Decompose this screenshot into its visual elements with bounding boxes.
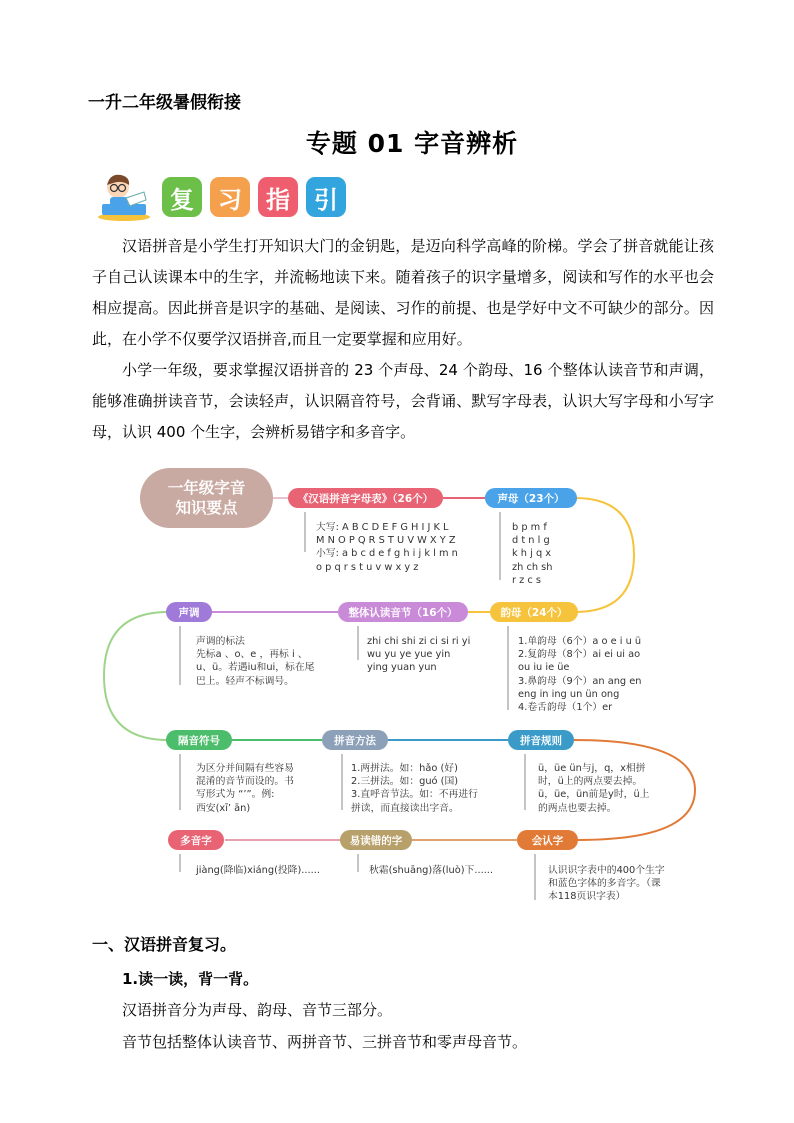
node-whole-syllables-body: zhi chi shi zi ci si ri yi wu yu ye yue yin ying yuan yun [367, 636, 471, 674]
node-learn-chars: 会认字 [517, 830, 578, 850]
intro-paragraph-1: 汉语拼音是小学生打开知识大门的金钥匙，是迈向科学高峰的阶梯。学会了拼音就能让孩子自己认读课本中的生字，并流畅地读下来。随着孩子的识字量增多，阅读和写作的水平也会相应提高。因此拼音是识字的基础、是阅读、习作的前提、也是学好中文不可缺少的部分。因此，在小学不仅要学汉语拼音,而且一定要掌握和应用好。 [92, 237, 714, 348]
section-line-1: 汉语拼音分为声母、韵母、音节三部分。 [122, 1001, 393, 1019]
review-badge-1: 复 [162, 177, 202, 217]
node-whole-syllables: 整体认读音节（16个） [338, 602, 468, 622]
node-finals: 韵母（24个） [490, 602, 578, 622]
node-separator: 隔音符号 [166, 730, 232, 750]
node-rules-body: ü，üe ün与j，q，x相拼 时，ü上的两点要去掉。 ü，üe，ün前是y时，ü上 的两点也要去掉。 [538, 763, 650, 814]
mindmap [0, 460, 794, 910]
node-polyphonic: 多音字 [168, 830, 224, 850]
node-method-body: 1.两拼法。如：hǎo (好) 2.三拼法。如：guó (国) 3.直呼音节法。如：不再进行 拼读，而直接读出字音。 [351, 763, 478, 814]
student-reading-icon [96, 170, 152, 222]
node-confusing: 易读错的字 [340, 830, 412, 850]
intro-paragraph-2: 小学一年级，要求掌握汉语拼音的 23 个声母、24 个韵母、16 个整体认读音节和声调，能够准确拼读音节，会读轻声，认识隔音符号，会背诵、默写字母表，认识大写字母和小写字母，认识 400 个生字，会辨析易错字和多音字。 [92, 361, 714, 441]
node-rules: 拼音规则 [508, 730, 574, 750]
node-confusing-body: 秋霜(shuāng)落(luò)下...... [369, 865, 494, 876]
node-separator-body: 为区分并间隔有些容易 混淆的音节而设的。书 写形式为 “’”。例: 西安(xī’ ān) [196, 763, 294, 814]
node-initials: 声母（23个） [485, 488, 577, 508]
node-learn-chars-body: 认识识字表中的400个生字 和蓝色字体的多音字。（课 本118页识字表） [548, 865, 665, 903]
section-line-2: 音节包括整体认读音节、两拼音节、三拼音节和零声母音节。 [122, 1033, 528, 1051]
review-badge-4: 引 [306, 177, 346, 217]
node-alphabet-body: 大写: A B C D E F G H I J K L M N O P Q R S T U V W X Y Z 小写: a b c d e f g h i j k l m n o p q r s t u v w x y z [316, 522, 458, 573]
node-initials-body: b p m f d t n l g k h j q x zh ch sh r z c s [512, 522, 553, 586]
review-badge-2: 习 [210, 177, 250, 217]
page-title: 专题 01 字音辨析 [305, 129, 519, 158]
section-heading: 一、汉语拼音复习。 [92, 935, 237, 954]
node-tone-body: 声调的标法 先标a 、o、e ，再标 i 、 u、ü。若遇iu和ui，标在尾 巴上。轻声不标调号。 [196, 636, 315, 687]
node-polyphonic-body: jiàng(降临)xiáng(投降)...... [196, 865, 320, 876]
node-tone: 声调 [166, 602, 212, 622]
review-badge-3: 指 [258, 177, 298, 217]
mindmap-root: 一年级字音 知识要点 [140, 468, 273, 528]
grade-label: 一升二年级暑假衔接 [88, 93, 241, 113]
section-subheading: 1.读一读，背一背。 [122, 970, 259, 988]
node-method: 拼音方法 [322, 730, 388, 750]
node-finals-body: 1.单韵母（6个）a o e i u ü 2.复韵母（8个）ai ei ui ao ou iu ie üe 3.鼻韵母（9个）an ang en eng in ing un ün ong 4.卷舌韵母（1个）er [518, 636, 642, 714]
node-alphabet: 《汉语拼音字母表》（26个） [288, 488, 443, 508]
